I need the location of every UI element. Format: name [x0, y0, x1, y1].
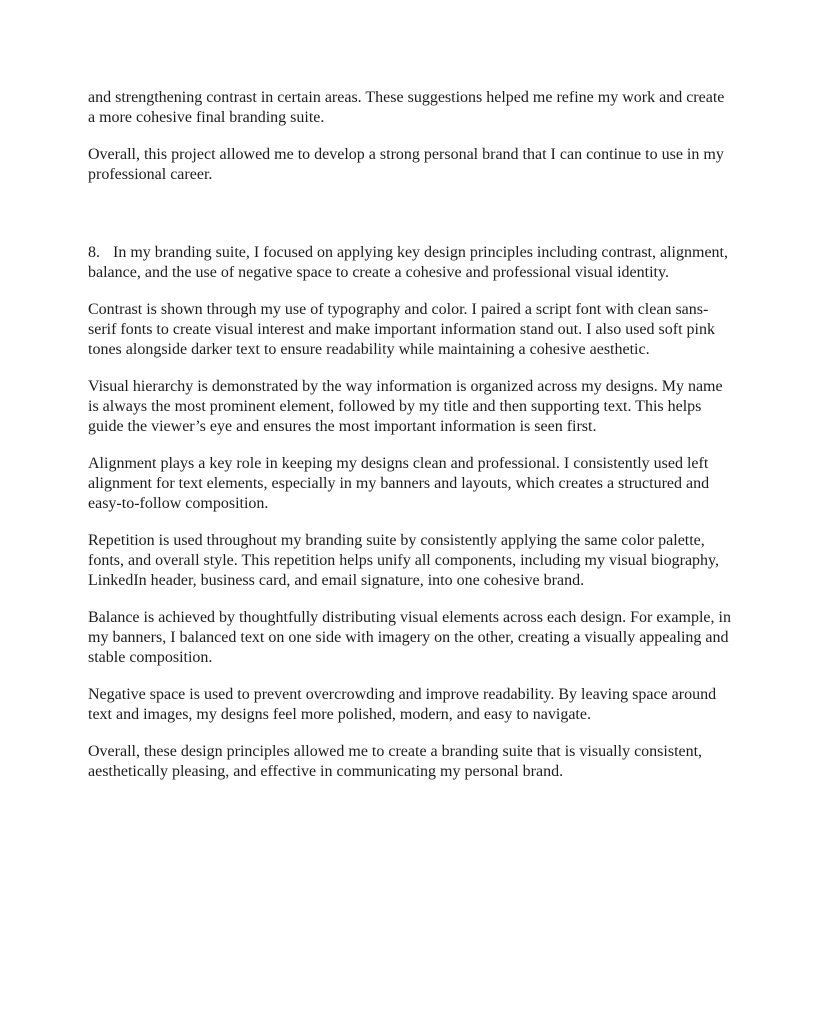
paragraph-visual-hierarchy: Visual hierarchy is demonstrated by the way information is organized across my designs. My name is always the most prominent element, followed by my title and then supporting text. This helps guide the viewer’s eye and ensures the most important information is seen first. [88, 378, 723, 435]
paragraph-principles-overall: Overall, these design principles allowed me to create a branding suite that is visually consistent, aesthetically pleasing, and effective in communicating my personal brand. [88, 743, 703, 780]
document-body [88, 88, 734, 782]
paragraph-balance: Balance is achieved by thoughtfully distributing visual elements across each design. For example, in my banners, I balanced text on one side with imagery on the other, creating a visually appealing and stable composition. [88, 609, 731, 666]
paragraph-alignment: Alignment plays a key role in keeping my designs clean and professional. I consistently used left alignment for text elements, especially in my banners and layouts, which creates a structured and easy-to-follow composition. [88, 455, 710, 512]
list-item-text: In my branding suite, I focused on applying key design principles including contrast, alignment, balance, and the use of negative space to create a cohesive and professional visual identity. [88, 244, 728, 281]
paragraph-question-8 [88, 243, 734, 283]
paragraph-contrast: Contrast is shown through my use of typography and color. I paired a script font with clean sans-serif fonts to create visual interest and make important information stand out. I also used soft pink tones alongside darker text to ensure readability while maintaining a cohesive aesthetic. [88, 301, 715, 358]
paragraph-project-overall: Overall, this project allowed me to develop a strong personal brand that I can continue to use in my professional career. [88, 146, 724, 183]
paragraph-negative-space: Negative space is used to prevent overcrowding and improve readability. By leaving space around text and images, my designs feel more polished, modern, and easy to navigate. [88, 686, 717, 723]
list-item-number: 8. [88, 244, 100, 261]
paragraph-feedback-refinement: and strengthening contrast in certain areas. These suggestions helped me refine my work and create a more cohesive final branding suite. [88, 89, 725, 126]
paragraph-repetition: Repetition is used throughout my branding suite by consistently applying the same color palette, fonts, and overall style. This repetition helps unify all components, including my visual biography, LinkedIn header, business card, and email signature, into one cohesive brand. [88, 532, 720, 589]
